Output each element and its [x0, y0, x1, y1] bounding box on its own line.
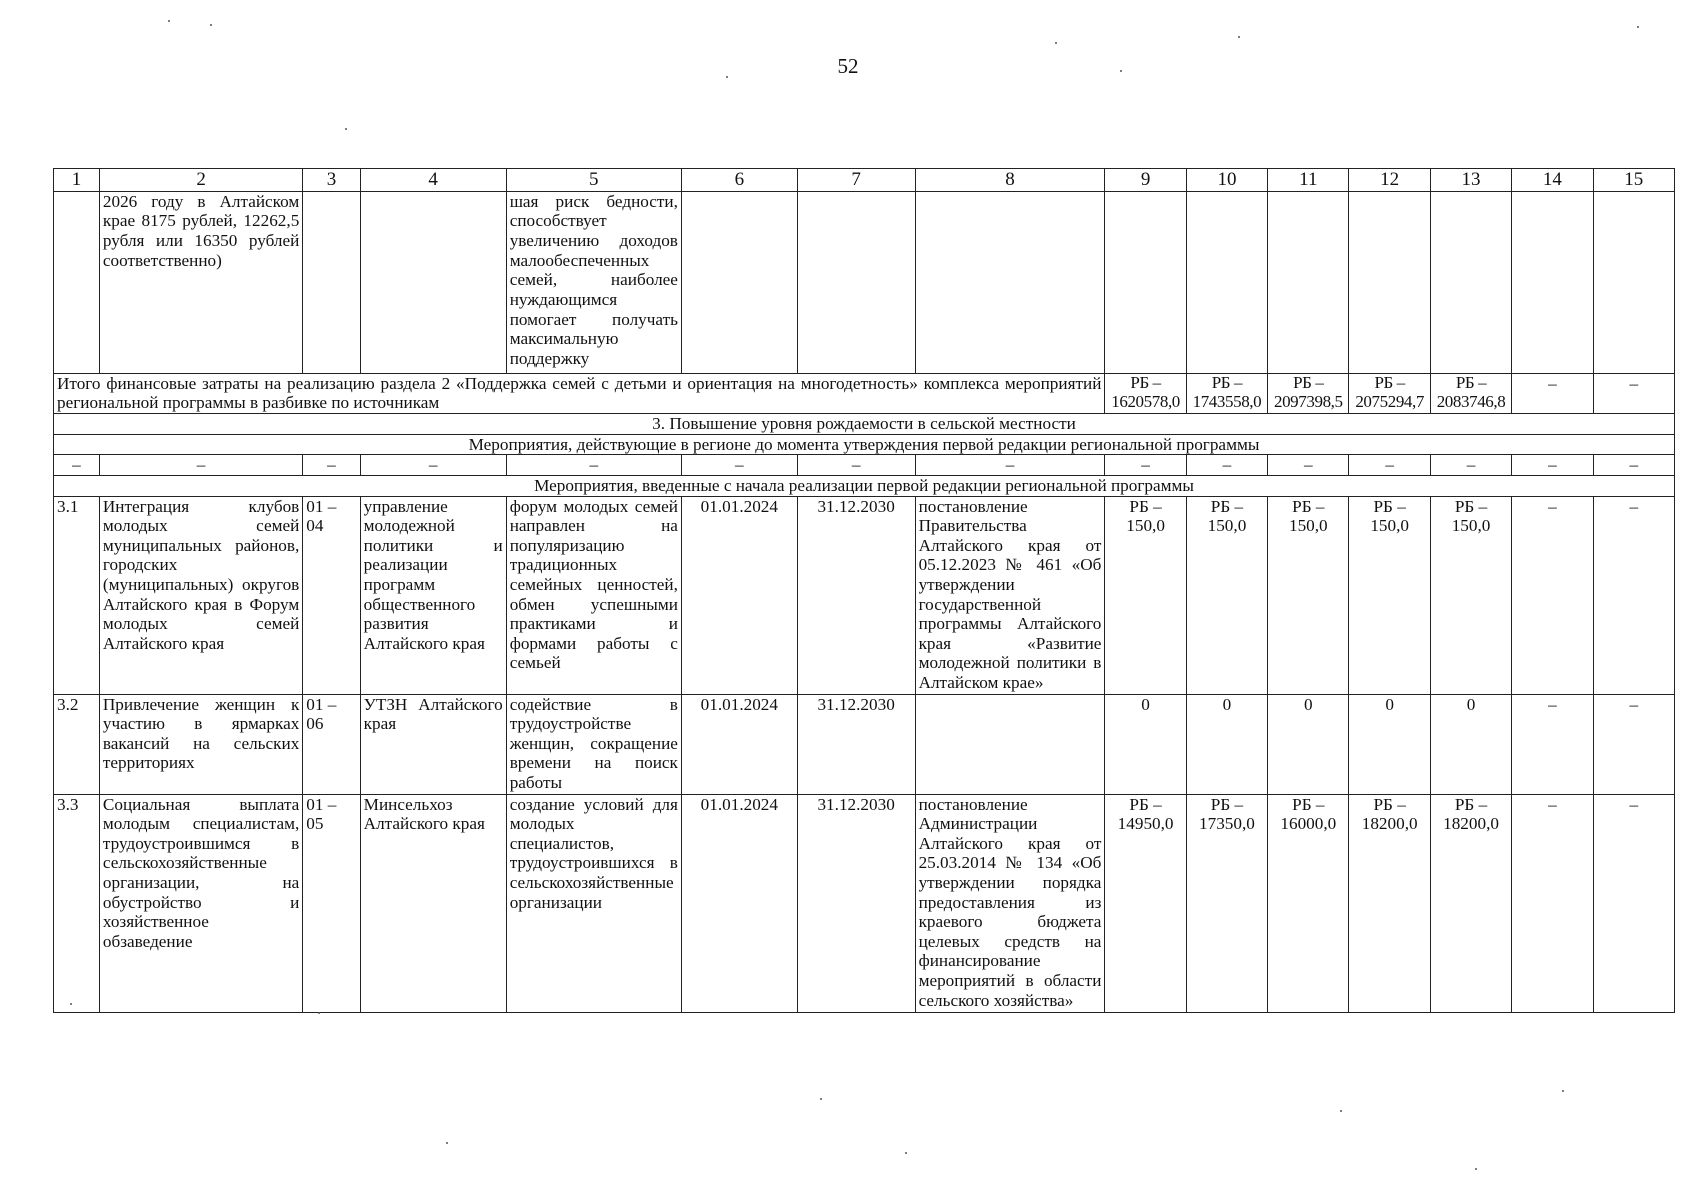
total-cell: РБ – 1743558,0 [1186, 373, 1267, 413]
expected-result: создание условий для молодых специалистов, трудоустроившихся в сельскохозяйственные организации [506, 794, 681, 1012]
header-cell: 2 [99, 169, 302, 192]
funding-cell: РБ – 16000,0 [1268, 794, 1349, 1012]
funding-cell: РБ – 150,0 [1430, 496, 1511, 694]
empty-dash-row [54, 455, 1675, 476]
header-cell: 14 [1512, 169, 1593, 192]
executor: Минсельхоз Алтайского края [360, 794, 506, 1012]
total-cell: – [1593, 373, 1674, 413]
dash-cell: – [1430, 455, 1511, 476]
row-number: 3.1 [54, 496, 100, 694]
dash-cell: – [1512, 455, 1593, 476]
start-date: 01.01.2024 [681, 496, 797, 694]
measure-name: Социальная выплата молодым специалистам, трудоустроившимся в сельскохозяйственные организации, на обустройство и хозяйственное обзаведение [99, 794, 302, 1012]
header-cell: 6 [681, 169, 797, 192]
funding-cell: РБ – 14950,0 [1105, 794, 1186, 1012]
header-cell: 10 [1186, 169, 1267, 192]
table-row [54, 496, 1675, 694]
header-row [54, 169, 1675, 192]
introduced-measures-title: Мероприятия, введенные с начала реализации первой редакции региональной программы [54, 475, 1675, 496]
funding-cell: 0 [1349, 694, 1430, 794]
header-cell: 7 [797, 169, 915, 192]
header-cell: 5 [506, 169, 681, 192]
funding-cell: – [1512, 496, 1593, 694]
total-cell: – [1512, 373, 1593, 413]
dash-cell: – [506, 455, 681, 476]
expected-result: содействие в трудоустройстве женщин, сокращение времени на поиск работы [506, 694, 681, 794]
dash-cell: – [1186, 455, 1267, 476]
expected-result: форум молодых семей направлен на популяризацию традиционных семейных ценностей, обмен успешными практиками и формами работы с семьей [506, 496, 681, 694]
dash-cell: – [1268, 455, 1349, 476]
dash-cell: – [99, 455, 302, 476]
total-row [54, 373, 1675, 413]
funding-cell: 0 [1268, 694, 1349, 794]
dash-cell: – [303, 455, 360, 476]
funding-cell: РБ – 17350,0 [1186, 794, 1267, 1012]
section-title: 3. Повышение уровня рождаемости в сельской местности [54, 414, 1675, 435]
header-cell: 12 [1349, 169, 1430, 192]
total-cell: РБ – 2097398,5 [1268, 373, 1349, 413]
funding-cell: РБ – 18200,0 [1430, 794, 1511, 1012]
funding-cell: – [1593, 496, 1674, 694]
legal-act [915, 694, 1105, 794]
total-label: Итого финансовые затраты на реализацию раздела 2 «Поддержка семей с детьми и ориентация на многодетность» комплекса мероприятий региональной программы в разбивке по источникам [54, 373, 1105, 413]
executor: управление молодежной политики и реализации программ общественного развития Алтайского края [360, 496, 506, 694]
measure-code: 01 – 04 [303, 496, 360, 694]
funding-cell: – [1593, 794, 1674, 1012]
header-cell: 11 [1268, 169, 1349, 192]
end-date: 31.12.2030 [797, 694, 915, 794]
subsection-row [54, 434, 1675, 455]
header-cell: 1 [54, 169, 100, 192]
dash-cell: – [1349, 455, 1430, 476]
table-row [54, 694, 1675, 794]
header-cell: 3 [303, 169, 360, 192]
funding-cell: – [1593, 694, 1674, 794]
legal-act: постановление Правительства Алтайского края от 05.12.2023 № 461 «Об утверждении государственной программы Алтайского края «Развитие молодежной политики в Алтайском крае» [915, 496, 1105, 694]
total-cell: РБ – 1620578,0 [1105, 373, 1186, 413]
dash-cell: – [915, 455, 1105, 476]
dash-cell: – [1593, 455, 1674, 476]
page-number: 52 [837, 54, 859, 78]
dash-cell: – [1105, 455, 1186, 476]
funding-cell: 0 [1105, 694, 1186, 794]
cont-result-cell: шая риск бедности, способствует увеличению доходов малообеспеченных семей, наиболее нуждающимся помогает получать максимальную поддержку [506, 191, 681, 373]
row-number: 3.3 [54, 794, 100, 1012]
header-cell: 8 [915, 169, 1105, 192]
funding-cell: РБ – 150,0 [1349, 496, 1430, 694]
header-cell: 13 [1430, 169, 1511, 192]
dash-cell: – [360, 455, 506, 476]
funding-cell: 0 [1186, 694, 1267, 794]
funding-cell: – [1512, 694, 1593, 794]
dash-cell: – [54, 455, 100, 476]
end-date: 31.12.2030 [797, 496, 915, 694]
continuation-row [54, 191, 1675, 373]
funding-cell: 0 [1430, 694, 1511, 794]
measure-name: Привлечение женщин к участию в ярмарках вакансий на сельских территориях [99, 694, 302, 794]
header-cell: 4 [360, 169, 506, 192]
header-cell: 9 [1105, 169, 1186, 192]
measure-code: 01 – 05 [303, 794, 360, 1012]
start-date: 01.01.2024 [681, 694, 797, 794]
funding-cell: РБ – 18200,0 [1349, 794, 1430, 1012]
measure-code: 01 – 06 [303, 694, 360, 794]
funding-cell: РБ – 150,0 [1268, 496, 1349, 694]
legal-act: постановление Администрации Алтайского края от 25.03.2014 № 134 «Об утверждении порядка предоставления из краевого бюджета целевых средств на финансирование мероприятий в области сельского хозяйства» [915, 794, 1105, 1012]
table-row [54, 794, 1675, 1012]
end-date: 31.12.2030 [797, 794, 915, 1012]
subsection-row [54, 475, 1675, 496]
funding-cell: – [1512, 794, 1593, 1012]
program-table [53, 168, 1675, 1013]
funding-cell: РБ – 150,0 [1186, 496, 1267, 694]
start-date: 01.01.2024 [681, 794, 797, 1012]
total-cell: РБ – 2075294,7 [1349, 373, 1430, 413]
dash-cell: – [797, 455, 915, 476]
section-title-row [54, 414, 1675, 435]
cont-name-cell: 2026 году в Алтайском крае 8175 рублей, 12262,5 рубля или 16350 рублей соответственно) [99, 191, 302, 373]
measure-name: Интеграция клубов молодых семей муниципальных районов, городских (муниципальных) округов Алтайского края в Форум молодых семей Алтайского края [99, 496, 302, 694]
row-number: 3.2 [54, 694, 100, 794]
existing-measures-title: Мероприятия, действующие в регионе до момента утверждения первой редакции региональной программы [54, 434, 1675, 455]
executor: УТЗН Алтайского края [360, 694, 506, 794]
dash-cell: – [681, 455, 797, 476]
funding-cell: РБ – 150,0 [1105, 496, 1186, 694]
header-cell: 15 [1593, 169, 1674, 192]
total-cell: РБ – 2083746,8 [1430, 373, 1511, 413]
